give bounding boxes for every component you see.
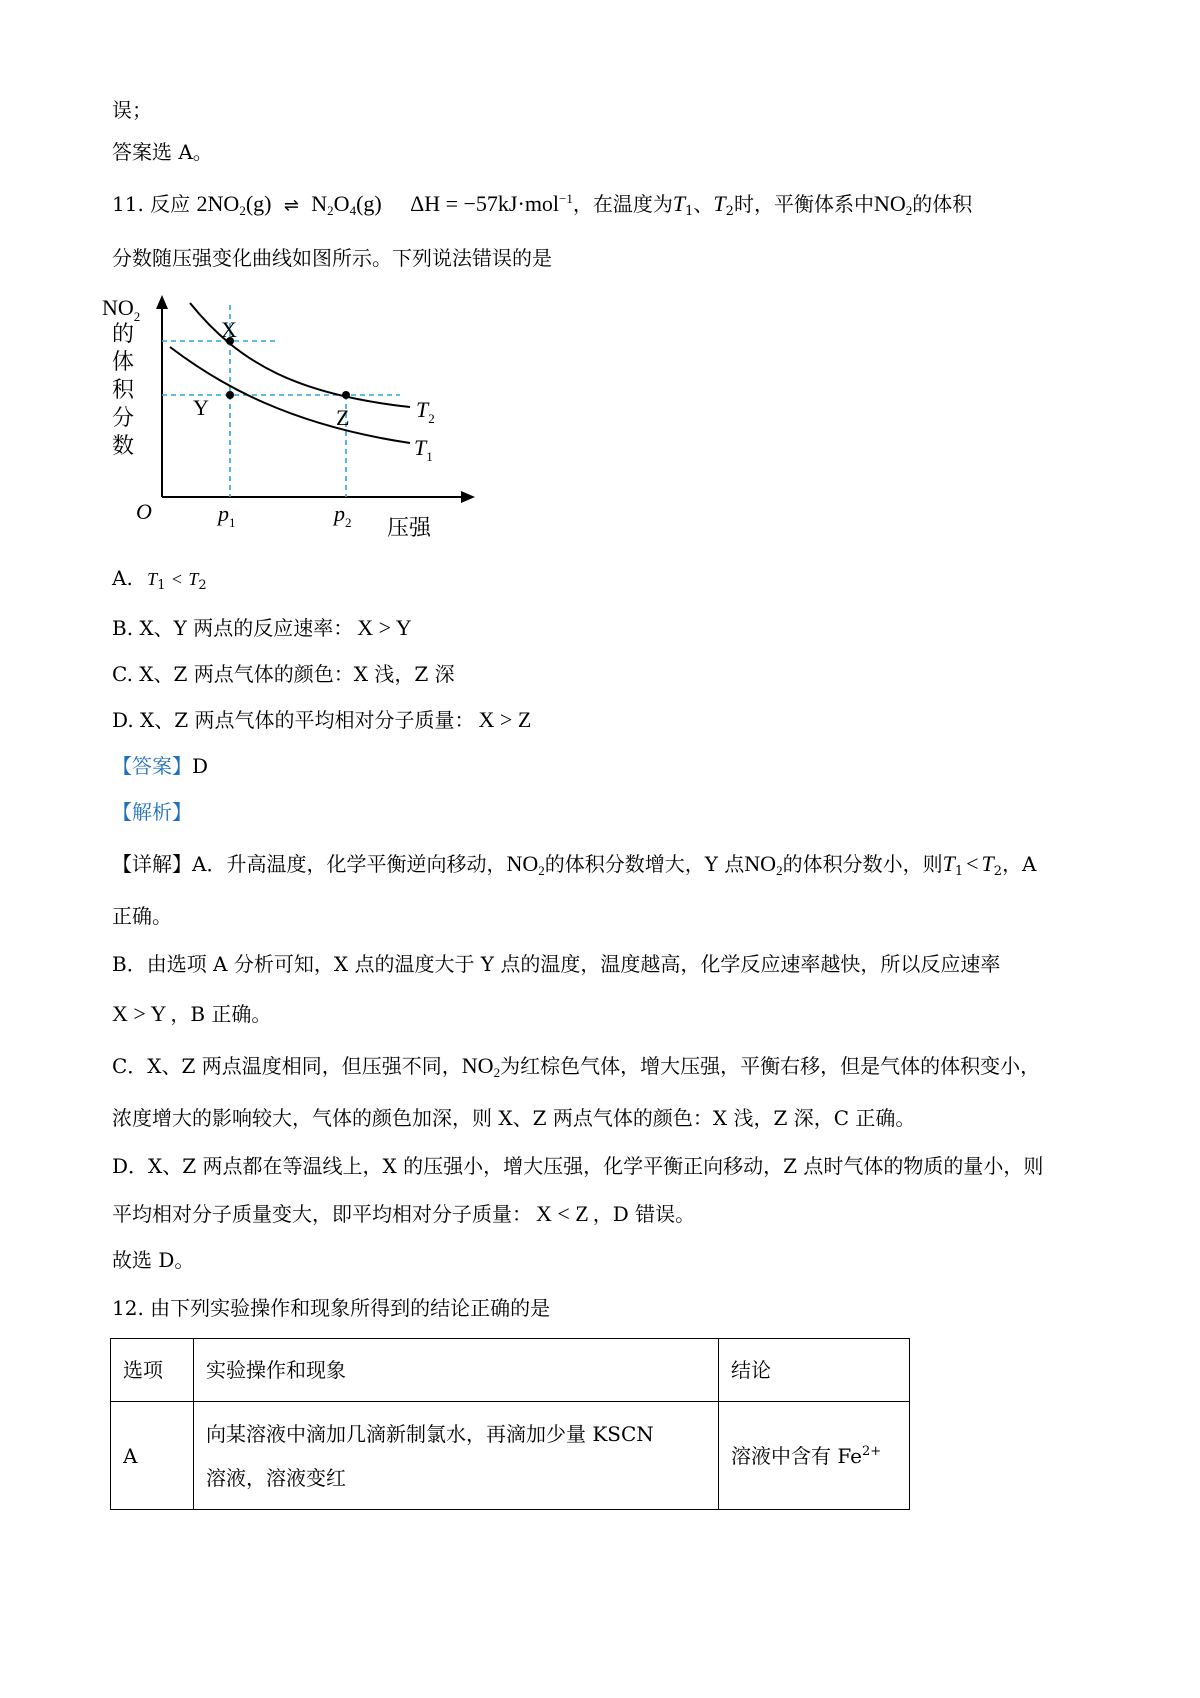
answer-line: 【答案】D [112,754,209,778]
answer-tag: 【答案】 [112,754,192,778]
explanation-line: D．X、Z 两点都在等温线上，X 的压强小，增大压强，化学平衡正向移动，Z 点时气体的物质的量小，则 [112,1154,1044,1178]
equilibrium-arrow-icon: ⇌ [283,195,299,216]
option-c: C. X、Z 两点气体的颜色：X 浅，Z 深 [112,662,455,686]
y-axis-label-char: 数 [112,433,135,458]
table-header-row [111,1339,910,1402]
explanation-line: 【详解】A．升高温度，化学平衡逆向移动，$NO_2$的体积分数增大，Y 点$NO_2$的体积分数小，则$T_1 < T_2$，A [112,851,1037,879]
text-line: 答案选 A。 [112,140,213,164]
y-axis-label-char: 的 [112,321,135,346]
point-y [226,391,234,399]
point-z [342,391,350,399]
y-axis-label-char: 积 [112,377,135,402]
question-11-stem-cont: 分数随压强变化曲线如图所示。下列说法错误的是 [112,246,552,270]
tick-label-p1: $p_1$ [218,501,236,530]
explanation-line: B．由选项 A 分析可知，X 点的温度大于 Y 点的温度，温度越高，化学反应速率越快，所以反应速率 [112,952,1001,976]
text-line: 误； [112,98,152,122]
curve-label-t2: $T_2$ [416,397,435,426]
curve-label-t1: $T_1$ [414,435,433,464]
table-cell-option: A [111,1402,194,1510]
question-12-stem: 12. 由下列实验操作和现象所得到的结论正确的是 [112,1296,551,1320]
point-label-z: Z [336,405,350,430]
table-header-cell: 选项 [111,1339,194,1402]
origin-label: O [136,499,152,524]
experiment-table [110,1338,910,1510]
point-label-x: X [221,317,237,342]
x-axis-label: 压强 [387,515,432,540]
x-axis-arrow-icon [461,491,475,503]
y-axis-label-char: 分 [112,405,135,430]
pressure-volume-fraction-graph [100,285,500,550]
y-axis-arrow-icon [156,295,168,309]
explanation-line: 故选 D。 [112,1248,195,1272]
table-cell-operation: 向某溶液中滴加几滴新制氯水，再滴加少量 KSCN 溶液，溶液变红 [194,1402,719,1510]
table-header-cell: 实验操作和现象 [194,1339,719,1402]
explanation-line: 浓度增大的影响较大，气体的颜色加深，则 X、Z 两点气体的颜色：X 浅，Z 深，C 正确。 [112,1106,916,1130]
y-axis-label-no2: $NO_2$ [102,295,141,324]
y-axis-label-char: 体 [112,349,135,374]
option-d: D. X、Z 两点气体的平均相对分子质量： X > Z [112,707,532,732]
table-header-cell: 结论 [719,1339,910,1402]
explanation-line: X > Y ，B 正确。 [112,1001,272,1026]
table-cell-conclusion: 溶液中含有 $Fe^{2+}$ [719,1402,910,1510]
tick-label-p2: $p_2$ [334,501,352,530]
option-b: B. X、Y 两点的反应速率： X > Y [112,615,412,640]
explanation-line: 正确。 [112,904,172,928]
option-a: A. $T_1 < T_2$ [112,566,207,593]
explanation-line: C．X、Z 两点温度相同，但压强不同，$NO_2$为红棕色气体，增大压强，平衡右移，但是气体的体积变小， [112,1053,1041,1080]
point-label-y: Y [193,395,209,420]
question-number: 11. [112,192,144,216]
analysis-tag: 【解析】 [112,800,192,824]
question-11-stem: 11. 反应 $2NO_2(g)$ ⇌ $N_2O_4(g) \Delta H = -57kJ\cdot mol^{-1}$，在温度为$T_1$、$T_2$时，平衡体系中$NO_2$的体积 [112,191,973,219]
explanation-line: 平均相对分子质量变大，即平均相对分子质量： X < Z ，D 错误。 [112,1201,696,1226]
table-row [111,1402,910,1510]
